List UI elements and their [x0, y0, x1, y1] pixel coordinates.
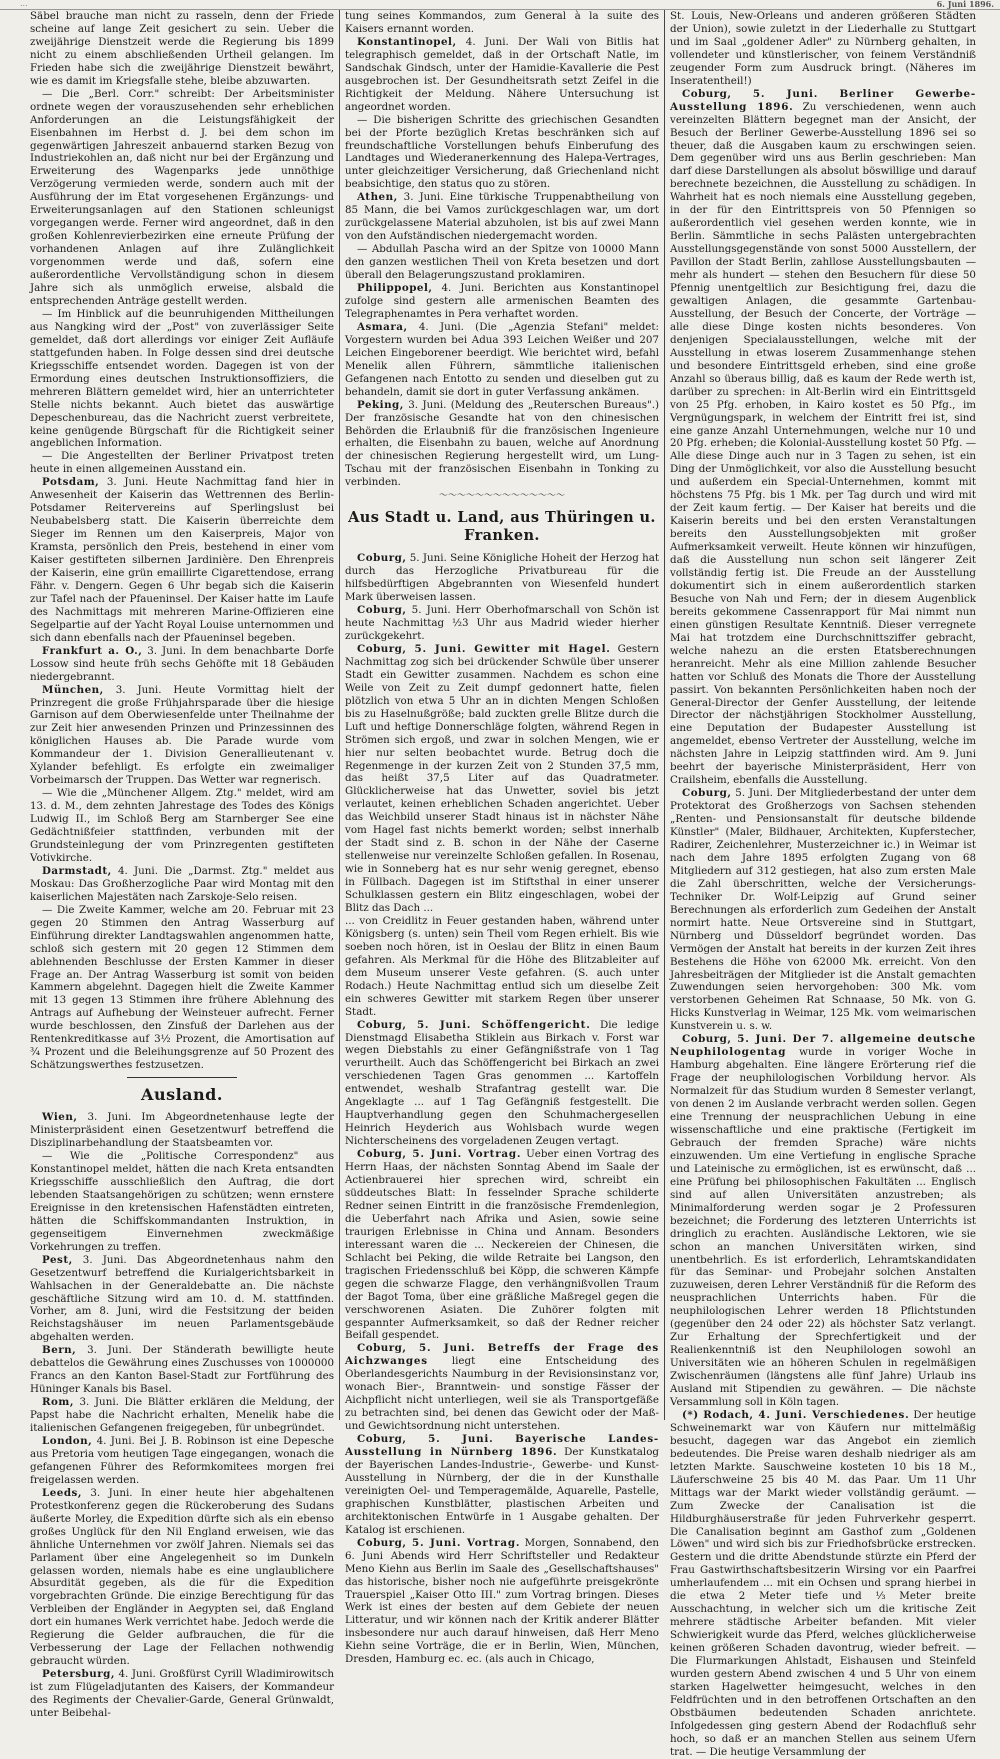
news-item-coburg-schoeffengericht	[345, 1019, 659, 1149]
dateline: Wien,	[42, 1111, 78, 1124]
news-text: 3. Juni. Das Abgeordnetenhaus nahm den Gesetzentwurf betreffend die Kurialgerichtsbarkeit in Wahlsachen in der Generaldebatte an. Die nächste geschäftliche Sitzung wird am 10. d. M. stattfinden. Vorher, am 8. Juni, wird die Festsitzung der beiden Reichstagshäuser im neuen Parlamentsgebäude abgehalten werden.	[30, 1253, 334, 1344]
dateline: Bern,	[42, 1344, 77, 1357]
dateline: (*) Rodach,	[682, 1408, 754, 1421]
news-item-coburg-vortrag	[345, 1148, 659, 1342]
dateline: Coburg,	[682, 787, 732, 800]
article-paragraph: — Im Hinblick auf die beunruhigenden Mittheilungen aus Nangking wird der „Post" von zuverlässiger Seite gemeldet, daß dort allerdings vor einiger Zeit Aufläufe stattgefunden haben. In Folge dessen sind drei deutsche Kriegsschiffe entsendet worden. Dagegen ist von der Ermordung eines deutschen Instruktionsoffiziers, die mehreren Blättern gemeldet wird, hier an unterrichteter Stelle nichts bekannt. Auch bietet das auswärtige Depeschenbureau, das die Nachricht zuerst verbreitete, keine genügende Bürgschaft für die Richtigkeit seiner angeblichen Information.	[30, 307, 334, 450]
news-item-philippopel	[345, 282, 659, 321]
news-item-darmstadt	[30, 865, 334, 904]
column-1	[30, 10, 334, 1719]
news-text: wurde in voriger Woche in Hamburg abgehalten. Eine längere Erörterung rief die Frage der neuphilologischen Vorbildung hervor. Als Normalzeit für das Studium wurden 8 Semester verlangt, von denen 2 im Auslande verbracht werden sollen. Gegen eine Trennung der neusprachlichen Uebung in eine wissenschaftliche und eine praktische (Fertigkeit im Gebrauch der fremden Sprache) wäre nichts einzuwenden. Um eine Vertiefung in englische Sprache und Lateinische zu ermöglichen, ist es erwünscht, daß ... eine Prüfung bei philosophischen Fakultäten ... Englisch sind auf allen Universitäten anzustreben; als Minimalforderung werden sogar je 2 Professuren bezeichnet; die Forderung des letzteren Unterrichts ist dringlich zu erachten. Ausländische Lektoren, wie sie schon an manchen Universitäten wirken, sind unentbehrlich. Es ist erforderlich, Lehramtskandidaten für das Seminar- und Probejahr solchen Anstalten zuzuweisen, deren Lehrer Verständniß für die Reform des neusprachlichen Unterrichts haben. Für die neuphilologischen Lehrer werden 18 Pflichtstunden (gegenüber den 24 oder 22) als höchster Satz verlangt. Zur Erhaltung der Sprechfertigkeit und der Realienkenntniß ist den Neuphilologen sowohl an Universitäten wie an höheren Schulen in regelmäßigen Zwischenräumen (längstens alle fünf Jahre) Urlaub ins Ausland mit Stipendien zu gewähren. — Die nächste Versammlung soll in Köln tagen.	[670, 1046, 976, 1408]
news-text: 3. Juni. In einer heute hier abgehaltenen Protestkonferenz gegen die Rückeroberung des Sudans äußerte Morley, die Expedition dürfte sich als ein ebenso großes Unglück für den Nil England erweisen, wie das ähnliche Unternehmen vor zwölf Jahren. Niemals sei das Parlament über eine Angelegenheit so im Dunkeln gelassen worden, niemals habe es eine unglaublichere Absurdität gegeben, als die für die Expedition vorgebrachten Gründe. Die einzige Berechtigung für das Verbleiben der Engländer in Aegypten sei, daß England dort ein humanes Werk verrichtet habe. Jedoch werde die Regierung die Gelder aufbrauchen, die für die Verbesserung der Lage der Fellachen nothwendig gebraucht würden.	[30, 1486, 334, 1668]
news-text: 4. Juni. (Die „Agenzia Stefani" meldet: Vorgestern wurden bei Adua 393 Leichen Weißer und 207 Leichen Eingeborener beerdigt. Wie berichtet wird, befahl Menelik allen Führern, sämmtliche italienischen Gefangenen nach Entotto zu senden und dieselben gut zu behandeln, damit sie dort in guter Verfassung ankämen.	[345, 320, 659, 398]
news-text: 4. Juni. Die „Darmst. Ztg." meldet aus Moskau: Das Großherzogliche Paar wird Montag mit den kaiserlichen Majestäten nach Zarskoje-Selo reisen.	[30, 864, 334, 903]
dateline: Asmara,	[357, 320, 408, 333]
article-paragraph: — Wie die „Münchener Allgem. Ztg." meldet, wird am 13. d. M., dem zehnten Jahrestage des Todes des Königs Ludwig II., im Schloß Berg am Starnberger See eine Gedächtnißfeier stattfinden, verbunden mit der Grundsteinlegung der vom Prinzregenten gestifteten Votivkirche.	[30, 787, 334, 864]
news-item-rodach	[670, 1409, 976, 1759]
news-item-rom	[30, 1396, 334, 1435]
news-item-konstantinopel	[345, 36, 659, 114]
topic-heading: 5. Juni. Bayerische Landes-Ausstellung in Nürnberg 1896.	[345, 1433, 659, 1459]
news-text: Zu verschiedenen, wenn auch vereinzelten Blättern begegnet man der Ansicht, der Besuch der Berliner Gewerbe-Ausstellung 1896 sei so theuer, daß die Ausgaben kaum zu erschwingen seien. Dem gegenüber wird uns aus Berlin geschrieben: Man darf diese Darstellungen als absolut böswillige und darauf berechnete bezeichnen, die Ausstellung zu schädigen. In Wahrheit hat es noch niemals eine Ausstellung gegeben, in der für den Eintrittspreis von 50 Pfennigen so außerordentlich viel gesehen werden konnte, wie in Berlin. Sämmtliche in sechs Palästen untergebrachten Ausstellungsgegenstände von sonst 5000 Ausstellern, der Pavillon der Stadt Berlin, zahllose Ausstellungsbauten — mehr als hundert — stehen den Besuchern für diese 50 Pfennig unentgeltlich zur Besichtigung frei, dazu die gewaltigen Anlagen, die gesammte Gartenbau-Ausstellung, der Besuch der Concerte, der Vorträge — alle diese Dinge kosten nichts besonderes. Von denjenigen Specialausstellungen, welche mit der Ausstellung in etwas loserem Zusammenhange stehen und besondere Eintrittsgeld erheben, sind eine große Anzahl so überaus billig, daß es kaum der Rede werth ist, darüber zu sprechen: in Alt-Berlin wird ein Eintrittsgeld von 25 Pfg. erhoben, in Kairo kostet es 50 Pfg., im Vergnügungspark, in welchem der Eintritt frei ist, sind eine ganze Anzahl Unternehmungen, welche nur 10 und 20 Pfg. erheben; die Kolonial-Ausstellung kostet 50 Pfg. — Alle diese Dinge auch nur in 3 Tagen zu sehen, ist ein Ding der Unmöglichkeit, vor also die Ausstellung besucht und außerdem ein Special-Unternehmen, kommt mit höchstens 75 Pfg. bis 1 Mk. per Tag durch und wird mit der Zeit kaum fertig. — Der Kaiser hat bereits und die Kaiserin bereits und bei den ersten Veranstaltungen bereits den Ausstellungsobjekten mit großer Aufmerksamkeit verweilt. Heute können wir hinzufügen, daß die Ausstellung nun schon seit längerer Zeit vollständig fertig ist. Die Freude an der Ausstellung dokumentirt sich in einem außerordentlich starken Besuche von Nah und Fern; der in diesem Augenblick bereits gekommene Cassenrapport für Mai nimmt nun einen günstigen Resultate Kenntniß. Dieser verregnete Mai hat trotzdem eine Durchschnittsziffer gebracht, welche nahezu an die ersten Etatsberechnungen heranreicht. Mehr als eine Million zahlende Besucher hatten vor Schluß des Monats die Thore der Ausstellung passirt. Von bekannten Persönlichkeiten haben noch der General-Director der Genfer Ausstellung, der leitende Director der nächstjährigen Stockholmer Ausstellung, eine Deputation der Budapester Ausstellung ist angemeldet, ebenso Vertreter der Ausstellung, welche im nächsten Jahre in Leipzig stattfinden wird. Am 9. Juni beehrt der bayerische Ministerpräsident, Herr von Crailsheim, ebenfalls die Ausstellung.	[670, 100, 976, 787]
dateline: Darmstadt,	[42, 864, 112, 877]
column-2	[345, 10, 659, 1666]
article-paragraph: Säbel brauche man nicht zu rasseln, denn der Friede scheine auf lange Zeit gesichert zu sein. Ueber die zweijährige Dienstzeit werde die Regierung bis 1899 nicht zu einem abschließenden Urtheil gelangen. Im Frieden habe sich die zweijährige Dienstzeit bewährt, wie es damit im Kriegsfalle stehe, bleibe abzuwarten.	[30, 10, 334, 87]
news-item-muenchen	[30, 684, 334, 788]
news-text: 3. Juni. Heute Nachmittag fand hier in Anwesenheit der Kaiserin das Wettrennen des Berlin-Potsdamer Reitervereins auf Sperlingslust bei Neubabelsberg statt. Die Kaiserin überreichte dem Sieger im Rennen um den Kaiserpreis, Major von Kramsta, persönlich den Preis, bestehend in einer vom Kaiser gestifteten silbernen Jardinière. Den Ehrenpreis der Kaiserin, eine grün emaillirte Cigarettendose, errang Fähr. v. Dengern. Gegen 6 Uhr begab sich die Kaiserin zur Tafel nach der Pfaueninsel. Der Kaiser hatte im Laufe des Nachmittags mit mehreren Marine-Offizieren eine Segelpartie auf der Yacht Royal Louise unternommen und sich dann ebenfalls nach der Pfaueninsel begeben.	[30, 476, 334, 644]
news-item-pest	[30, 1254, 334, 1345]
news-text: Ueber einen Vortrag des Herrn Haas, der nächsten Sonntag Abend im Saale der Actienbrauerei hier sprechen wird, schreibt ein süddeutsches Blatt: In fesselnder Sprache schilderte Redner seinen Eintritt in die französische Fremdenlegion, die Ueberfahrt nach Afrika und Asien, sowie seine traurigen Erlebnisse in China und Annam. Besonders interessant waren die ... Neckereien der Chinesen, die Schlacht bei Peking, die wilde Retraite bei Langson, den tragischen Friedensschluß bei Köpp, die schweren Kämpfe gegen die schwarze Flagge, den verhängnißvollen Traum der Bagot Toma, über eine gräßliche Maßregel gegen die verschworenen Asiaten. Die Zuhörer folgten mit gespannter Aufmerksamkeit, so daß der Redner reicher Beifall gespendet.	[345, 1148, 659, 1342]
news-text: Der heutige Schweinemarkt war von Käufern nur mittelmäßig besucht, dagegen war das Angebot ein ziemlich bedeutendes. Die Preise waren deshalb niedriger als am letzten Markte. Sauschweine kosteten 10 bis 18 M., Läuferschweine 25 bis 40 M. das Paar. Um 11 Uhr Mittags war der Markt wieder vollständig geräumt. — Zum Zwecke der Canalisation ist die Hildburghäuserstraße für jeden Fuhrverkehr gesperrt. Die Canalisation beginnt am Gasthof zum „Goldenen Löwen" und wird sich bis zur Friedhofsbrücke erstrecken. Gestern und die dritte Abendstunde stürzte ein Pferd der Frau Gastwirthschaftsbesitzerin Wirsing vor ein Paarfrei umherlaufendem ... mit ein Ochsen und sprang hierbei in die etwa 2 Meter tiefe und ⅓ Meter breite Ausschachtung, in welcher sich um die kritische Zeit mehrere städtische Arbeiter befanden. Mit vieler Schwierigkeit wurde das Pferd, welches glücklicherweise keinen größeren Schaden davontrug, wieder befreit. — Die Flurmarkungen Ahlstadt, Eishausen und Steinfeld wurden gestern Abend zwischen 4 und 5 Uhr von einem starken Hagelwetter heimgesucht, welches in den Feldfrüchten und in den betroffenen Ortschaften an den Obstbäumen bedeutenden Schaden anrichtete. Infolgedessen ging gestern Abend der Rodachfluß sehr hoch, so daß er an manchen Stellen aus seinem Ufern trat. — Die heutige Versammlung der	[670, 1408, 976, 1758]
news-text: Morgen, Sonnabend, den 6. Juni Abends wird Herr Schriftsteller und Redakteur Meno Kiehn aus Berlin im Saale des „Gesellschaftshauses" das historische, bisher noch nie aufgeführte preisgekrönte Trauerspiel „Kaiser Otto III." zum Vortrag bringen. Dieses Werk ist eines der besten auf dem Gebiete der neuen Litteratur, und wir können nach der Kritik anderer Blätter insbesondere nur auch darauf hinweisen, daß Herr Meno Kiehn seine Vorträge, die er in Berlin, Wien, München, Dresden, Hamburg ec. ec. (als auch in Chicago,	[345, 1536, 659, 1666]
header-fragment: ...	[20, 0, 28, 8]
dateline: Coburg,	[357, 1148, 407, 1161]
news-text: 3. Juni. In dem benachbarte Dorfe Lossow sind heute früh sechs Gehöfte mit 18 Gebäuden niedergebrannt.	[30, 644, 334, 683]
news-text: 3. Juni. Die Blätter erklären die Meldung, der Papst habe die Nachricht erhalten, Menelik habe die italienischen Gefangenen freigegeben, für unbegründet.	[30, 1396, 334, 1435]
dateline: München,	[42, 683, 104, 696]
dateline: Coburg,	[357, 552, 407, 565]
dateline: Pest,	[42, 1253, 73, 1266]
news-text: 5. Juni. Herr Oberhofmarschall von Schön ist heute Nachmittag ½3 Uhr aus Madrid wieder hierher zurückgekehrt.	[345, 604, 659, 642]
dateline: Rom,	[42, 1396, 74, 1409]
news-item-pensionsanstalt	[670, 787, 976, 1033]
news-item-coburg-aichzwang	[345, 1342, 659, 1433]
news-text: 3. Juni. Im Abgeordnetenhause legte der Ministerpräsident einen Gesetzentwurf betreffend die Disziplinarbehandlung der Staatsbeamten vor.	[30, 1111, 334, 1150]
news-item-peking	[345, 399, 659, 490]
topic-heading: 5. Juni. Schöffengericht.	[406, 1018, 591, 1031]
news-item-frankfurt	[30, 645, 334, 684]
news-text: 3. Juni. Eine türkische Truppenabtheilung von 85 Mann, die bei Vamos zurückgeschlagen war, um dort zurückgelassene Material abzuholen, ist bis auf zwei Mann von den Aufständischen niedergemacht worden.	[345, 191, 659, 243]
article-paragraph: — Abdullah Pascha wird an der Spitze von 10000 Mann den ganzen westlichen Theil von Kreta besetzen und dort überall den Belagerungszustand proklamiren.	[345, 243, 659, 282]
topic-heading: 4. Juni. Verschiedenes.	[753, 1408, 910, 1421]
dateline: Konstantinopel,	[357, 35, 457, 48]
news-item-potsdam	[30, 476, 334, 644]
topic-heading: 5. Juni. Berliner Gewerbe-Ausstellung 1896.	[670, 87, 976, 113]
dateline: Petersburg,	[42, 1668, 115, 1681]
news-item-bern	[30, 1344, 334, 1396]
news-text: Der Kunstkatalog der Bayerischen Landes-Industrie-, Gewerbe- und Kunst-Ausstellung in Nürnberg, der die in der Kunsthalle vereinigten Oel- und Temperagemälde, Aquarelle, Pastelle, graphischen Kunstblätter, plastischen Arbeiten und architektonischen Entwürfe in 1 Ausgabe gehalten. Der Katalog ist erschienen.	[345, 1446, 659, 1536]
section-heading-ausland: Ausland.	[141, 1085, 223, 1105]
article-paragraph: — Die bisherigen Schritte des griechischen Gesandten bei der Pforte bezüglich Kretas beschränken sich auf freundschaftliche Vorstellungen behufs Einberufung des Landtages und Wiederanerkennung des Halepa-Vertrages, unter gleichzeitiger Versicherung, daß Griechenland nicht beabsichtige, den status quo zu stören.	[345, 113, 659, 191]
news-text: liegt eine Entscheidung des Oberlandesgerichts Naumburg in der Revisionsinstanz vor, wonach Bier-, Branntwein- und sonstige Fässer der Aichpflicht nicht unterliegen, weil sie als Transportgefäße zu betrachten sind, bei denen das Gewicht oder der Maß- und Gewichtsordnung nicht unterstehen.	[345, 1355, 659, 1433]
news-text: Gestern Nachmittag zog sich bei drückender Schwüle über unserer Stadt ein Gewitter zusammen. Nachdem es schon eine Weile von Zeit zu Zeit dumpf gedonnert hatte, fielen plötzlich von etwa 5 Uhr an in dichten Mengen Schloßen bis zu Haselnußgröße; bald zuckten grelle Blitze durch die Luft und heftige Donnerschläge folgten, während Regen in Strömen sich ergoß, und zwar in solchen Mengen, wie er hier nur selten beobachtet wurde. Betrug doch die Regenmenge in der kurzen Zeit von 2 Stunden 37,5 mm, das heißt 37,5 Liter auf das Quadratmeter. Glücklicherweise hat das Unwetter, soviel bis jetzt verlautet, keinen erheblichen Schaden angerichtet. Ueber das Weichbild unserer Stadt hinaus ist in nächster Nähe vom Hagel fast nichts bemerkt worden; selbst innerhalb der Stadt sind z. B. schon in der Nähe der Caserne stellenweise nur vereinzelte Schloßen gefallen. In Rosenau, wie in Sonneberg hat es nur sehr wenig geregnet, ebenso in Füllbach. Dagegen ist im Stiftsthal in einer unserer Schulklassen gestern ein Blitz eingeschlagen, wobei der Blitz das Dach ...	[345, 642, 659, 914]
dateline: London,	[42, 1434, 93, 1447]
news-text: 3. Juni. Der Ständerath bewilligte heute debattelos die Gewährung eines Zuschusses von 1000000 Francs an den Kanton Basel-Stadt zur Fortführung des Hüninger Kanals bis Basel.	[30, 1344, 334, 1396]
topic-heading: 5. Juni. Der 7. allgemeine deutsche Neuphilologentag	[670, 1033, 976, 1059]
article-paragraph: — Die „Berl. Corr." schreibt: Der Arbeitsminister ordnete wegen der vorauszusehenden sehr erheblichen Anforderungen an die Leistungsfähigkeit der Eisenbahnen im Herbst d. J. bei dem schon im gegenwärtigen Jahreszeit anbauernd starken Bezug von Industriekohlen an, daß nicht nur bei der Ergänzung und Erweiterung des Wagenparks jede unnöthige Verzögerung vermieden werde, sondern auch mit der Ausführung der im Etat vorgesehenen Ergänzungs- und Erweiterungsanlagen auf den Stationen schleunigst vorgegangen werde. Ferner wird angeordnet, daß in den großen Kohlenrevierbezirken eine erneute Prüfung der vorhandenen Anlagen auf ihre Zulänglichkeit vorgenommen werde und daß, sofern eine außerordentliche Vervollständigung schon in diesem Jahre sich als unmöglich erweise, alsbald die entsprechenden Anträge gestellt werden.	[30, 87, 334, 307]
news-item-coburg	[345, 552, 659, 604]
topic-heading: 5. Juni. Gewitter mit Hagel.	[406, 642, 611, 655]
news-item-gewerbe-ausstellung	[670, 88, 976, 787]
dateline: Coburg,	[357, 642, 407, 655]
article-paragraph: St. Louis, New-Orleans und anderen größeren Städten der Union), sowie zuletzt in der Liederhalle zu Stuttgart und im Saal „goldener Adler" zu Nürnberg gehalten, in vollendeter und künstlerischer, von feinem Verständniß zeugender Form zum Ausdruck bringt. (Näheres im Inseratentheil!)	[670, 10, 976, 87]
news-text: 4. Juni. Berichten aus Konstantinopel zufolge sind gestern alle armenischen Beamten des Telegraphenamtes in Pera verhaftet worden.	[345, 282, 659, 320]
dateline: Coburg,	[682, 1033, 732, 1046]
news-text: 4. Juni. Bei J. B. Robinson ist eine Depesche aus Pretoria vom heutigen Tage eingegangen, wonach die gefangenen Führer des Reformkomitees morgen frei freigelassen werden.	[30, 1434, 334, 1486]
news-text: 5. Juni. Seine Königliche Hoheit der Herzog hat durch das Herzogliche Privatbureau für die hilfsbedürftigen Abgebrannten von Wiesenfeld hundert Mark überweisen lassen.	[345, 552, 659, 604]
column-divider-2	[664, 10, 665, 1420]
news-item-coburg-landesausstellung	[345, 1433, 659, 1537]
news-item-coburg-gewitter	[345, 643, 659, 915]
dateline: Potsdam,	[42, 476, 100, 489]
dateline: Philippopel,	[357, 282, 433, 295]
dateline: Coburg,	[357, 1536, 407, 1549]
news-text: 3. Juni. (Meldung des „Reuterschen Bureaus".) Der französische Gesandte hat von den chinesischen Behörden die Erlaubniß für die französischen Ingenieure erhalten, die Eisenbahn zu bauen, welche auf Anordnung der chinesischen Regierung hergestellt wird, um Lung-Tschau mit der französischen Eisenbahn in Tonking zu verbinden.	[345, 398, 659, 489]
news-item-coburg-vortrag-2	[345, 1537, 659, 1667]
section-heading-local: Aus Stadt u. Land, aus Thüringen u. Franken.	[348, 509, 656, 545]
news-item-petersburg	[30, 1668, 334, 1720]
dateline: Coburg,	[682, 87, 732, 100]
dateline: Leeds,	[42, 1486, 82, 1499]
article-paragraph: — Die Angestellten der Berliner Privatpost treten heute in einen allgemeinen Ausstand ein.	[30, 450, 334, 476]
dateline: Coburg,	[357, 604, 407, 617]
topic-heading: 5. Juni. Vortrag.	[406, 1536, 521, 1549]
news-item-leeds	[30, 1487, 334, 1668]
topic-heading: 5. Juni. Betreffs der Frage des Aichzwanges	[345, 1342, 659, 1368]
news-item-coburg	[345, 604, 659, 643]
dateline: Athen,	[357, 191, 398, 204]
dateline: Coburg,	[357, 1018, 407, 1031]
news-text: 3. Juni. Heute Vormittag hielt der Prinzregent die große Frühjahrsparade über die hiesige Garnison auf dem Oberwiesenfelde unter Theilnahme der zur Zeit hier anwesenden Prinzen und Prinzessinnen des königlichen Hauses ab. Die Parade wurde vom Kommandeur der 1. Division Generallieutenant v. Xylander befehligt. Es erfolgte ein zweimaliger Vorbeimarsch der Truppen. Das Wetter war regnerisch.	[30, 683, 334, 787]
news-text: 4. Juni. Großfürst Cyrill Wladimirowitsch ist zum Flügeladjutanten des Kaisers, der Kommandeur des Regiments der Chevalier-Garde, General Grünwaldt, unter Beibehal-	[30, 1668, 334, 1719]
article-paragraph: — Wie die „Politische Correspondenz" aus Konstantinopel meldet, hätten die nach Kreta entsandten Kriegsschiffe ausschließlich den Auftrag, die dort lebenden Staatsangehörigen zu schützen; wenn ernstere Ereignisse in den kretensischen Hafenstädten eintreten, hätten die Schiffskommandanten Instruktion, in gegenseitigem Einvernehmen zweckmäßige Vorkehrungen zu treffen.	[30, 1150, 334, 1253]
dateline: Frankfurt a. O.,	[42, 644, 143, 657]
news-item-neuphilologentag	[670, 1033, 976, 1409]
section-divider	[127, 1077, 237, 1078]
news-item-asmara	[345, 321, 659, 399]
news-text: Die ledige Dienstmagd Elisabetha Stiklein aus Birkach v. Forst war wegen Diebstahls zu einer Gefängnißstrafe von 1 Tag verurtheilt. Auch das Schöffengericht bei Birkach an zwei verschiedenen Tagen Gras genommen ... Kartoffeln entwendet, weshalb Strafantrag gestellt war. Die Angeklagte ... auf 1 Tag Gefängniß festgestellt. Die Hauptverhandlung gegen den Schuhmachergesellen Heinrich Heyderich aus Wohlsbach wurde wegen Nichterscheinens des vorgeladenen Zeugen vertagt.	[345, 1018, 659, 1148]
article-paragraph: ... von Creidlitz in Feuer gestanden haben, während unter Königsberg (s. unten) sein Theil vom Regen erhielt. Bis wie soeben noch hören, ist in Oeslau der Blitz in einen Baum gefahren. Als Merkmal für die Höhe des Blitzableiter auf dem Museum unserer Veste gefahren. (S. auch unter Rodach.) Heute Nachmittag entlud sich um dieselbe Zeit ein schweres Gewitter mit starkem Regen über unserer Stadt.	[345, 914, 659, 1018]
article-paragraph: tung seines Kommandos, zum General à la suite des Kaisers ernannt worden.	[345, 10, 659, 35]
page-header-strip	[0, 0, 1000, 10]
news-text: 4. Juni. Der Wali von Bitlis hat telegraphisch gemeldet, daß in der Ortschaft Natle, im Sandschak Gindsch, unter der Hamidie-Kavallerie die Pest ausgebrochen ist. Der Gesundheitsrath setzt Zeifel in die Richtigkeit der Meldung. Nähere Untersuchung ist angeordnet worden.	[345, 35, 659, 113]
news-item-london	[30, 1435, 334, 1487]
dateline: Coburg,	[357, 1342, 407, 1355]
header-date: 6. Juni 1896.	[936, 0, 994, 9]
topic-heading: 5. Juni. Vortrag.	[406, 1148, 522, 1161]
news-text: 5. Juni. Der Mitgliederbestand der unter dem Protektorat des Großherzogs von Sachsen stehenden „Renten- und Pensionsanstalt für deutsche bildende Künstler" (Maler, Bildhauer, Architekten, Kupferstecher, Radirer, Zeichenlehrer, Musterzeichner ic.) in Weimar ist nach dem Jahre 1895 erfolgten Zugang von 68 Mitgliedern auf 312 gestiegen, hat also zum ersten Male die Zahl überschritten, welche der Versicherungs-Techniker Dr. Wolf-Leipzig auf Grund seiner Berechnungen als erforderlich zum Gedeihen der Anstalt normirt hatte. Neue Ortsvereine sind in Stuttgart, Nürnberg und Düsseldorf begründet worden. Das Vermögen der Anstalt hat bereits in der kurzen Zeit ihres Bestehens die Höhe von 62000 Mk. erreicht. Von den Jahresbeiträgen der Mitglieder ist die Anstalt gemachten Zuwendungen seien hervorgehoben: 300 Mk. vom verstorbenen Geheimen Rat Schnaase, 50 Mk. von G. Hicks Kunstverlag in Weimar, 125 Mk. vom weimarischen Kunstverein u. s. w.	[670, 787, 976, 1033]
column-3	[670, 10, 976, 1758]
dateline: Peking,	[357, 398, 404, 411]
ornamental-divider: 〜〜〜〜〜〜〜〜〜〜〜〜〜〜	[438, 491, 565, 502]
news-item-athen	[345, 191, 659, 243]
news-item-wien	[30, 1111, 334, 1150]
article-paragraph: — Die Zweite Kammer, welche am 20. Februar mit 23 gegen 20 Stimmen den Antrag Wasserburg auf Einführung direkter Landtagswahlen angenommen hatte, schloß sich gestern mit 20 gegen 12 Stimmen dem ablehnenden Beschlusse der Ersten Kammer in dieser Frage an. Der Antrag Wasserburg ist somit von beiden Kammern abgelehnt. Dagegen hielt die Zweite Kammer mit 13 gegen 13 Stimmen ihre frühere Ablehnung des Antrags auf Aufhebung der Weinsteuer aufrecht. Ferner wurde beschlossen, den Zinsfuß der Darlehen aus der Rentenkreditkasse auf 3½ Prozent, die Amortisation auf ¾ Prozent und die Beleihungsgrenze auf 50 Prozent des Schätzungswerthes festzusetzen.	[30, 903, 334, 1072]
column-divider-1	[339, 10, 340, 1420]
dateline: Coburg,	[357, 1433, 407, 1446]
